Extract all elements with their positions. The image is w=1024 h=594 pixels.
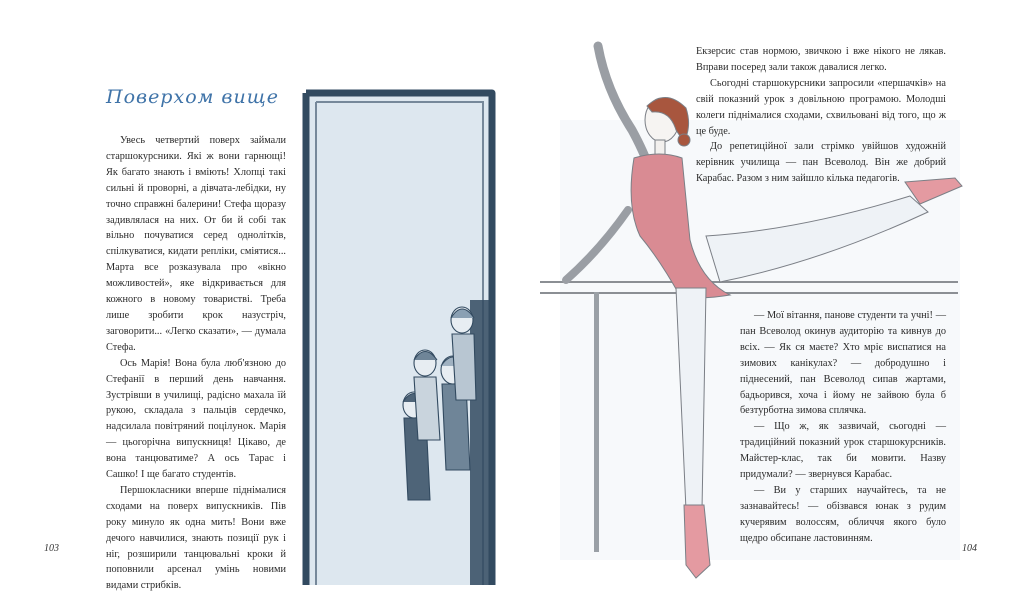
paragraph: Сьогодні старшокурсники запросили «першачків» на свій показний урок з довільною програмою. Молодші колеги піднімалися сходами, схвильовані від того, що ж це буде. xyxy=(696,77,946,137)
paragraph: Увесь четвертий поверх займали старшокурсники. Які ж вони гарнющі! Як багато знають і вміють! Хлопці такі сильні й проворні, а дівчата-лебідки, ну точно справжні балерини! Стефа щоразу задивлялася на них. От би й собі так вільно почуватися серед однолітків, спілкуватися, кидати репліки, сміятися... Марта все розказувала про «вікно можливостей», яке відкривається для кожного в новому товаристві. Треба лише зробити крок назустріч, заговорити... «Легко сказати», — думала Стефа. xyxy=(106,135,286,353)
right-body-text-top xyxy=(696,44,946,187)
paragraph: Ось Марія! Вона була люб'язною до Стефанії в перший день навчання. Зустрівши в училищі, радісно махала їй рукою, складала з пальців сердечко, надсилала повітряний поцілунок. Марія — цьогорічна випускниця! Цікаво, де вона танцюватиме? А ось Тарас і Сашко! І ще багато студентів. xyxy=(106,357,286,481)
paragraph: До репетиційної зали стрімко увійшов художній керівник училища — пан Всеволод. Він же добрий Карабас. Разом з ним зайшло кілька педагогів. xyxy=(696,141,946,185)
chapter-title: Поверхом вище xyxy=(106,86,279,108)
page-number-right: 104 xyxy=(962,543,977,554)
page-number-left: 103 xyxy=(44,543,59,554)
dialogue-paragraph: — Що ж, як зазвичай, сьогодні — традиційний показний урок старшокурсників. Майстер-клас, так би мовити. Назву придумали? — звернувся Карабас. xyxy=(740,421,946,481)
paragraph: Першокласники вперше піднімалися сходами на поверх випускників. Пів року минуло як одна мить! Вони вже дечого навчилися, знають позиції рук і ніг, розширили танцювальні кроки й поповнили арсенал умінь новими видами стрибків. xyxy=(106,484,286,592)
dialogue-paragraph: — Ви у старших научайтесь, та не зазнавайтесь! — обізвався юнак з рудим кучерявим волоссям, обличчя якого було щедро обсипане ластовинням. xyxy=(740,484,946,544)
left-body-text xyxy=(106,133,286,594)
dialogue-paragraph: — Мої вітання, панове студенти та учні! — пан Всеволод окинув аудиторію та кивнув до всіх. — Як ся маєте? Хто мріє виспатися на зимових канікулах? — добродушно і піднесений, пан Всеволод сипав жартами, бадьорився, хоча і йому не зайвою була б безтурботна зимова сплячка. xyxy=(740,310,946,417)
paragraph: Екзерсис став нормою, звичкою і вже нікого не лякав. Вправи посеред зали також давалися легко. xyxy=(696,46,946,73)
right-body-text-bottom xyxy=(740,308,946,547)
